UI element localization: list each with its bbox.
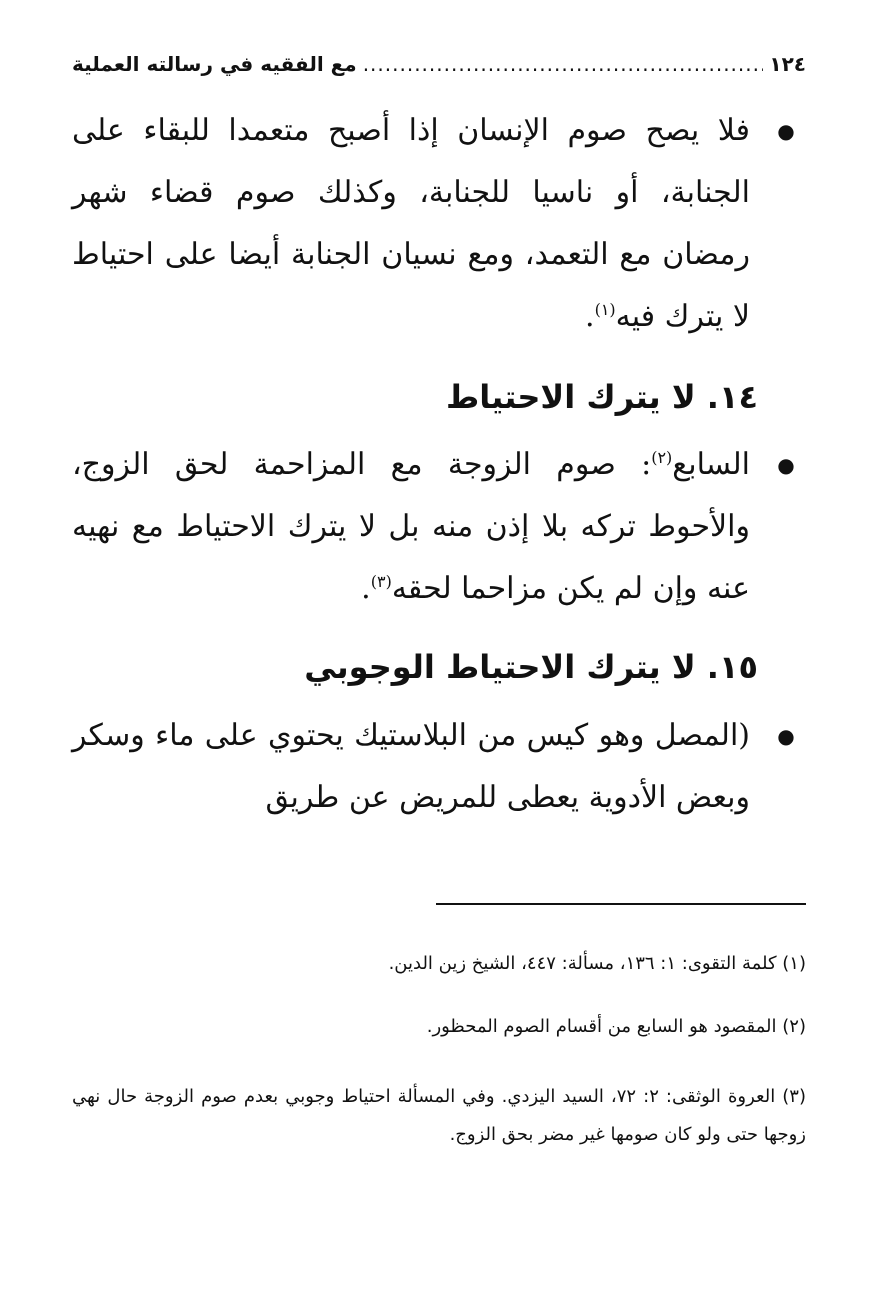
section-heading-14: ١٤. لا يترك الاحتياط bbox=[445, 378, 758, 416]
running-header bbox=[72, 40, 806, 76]
footnote-separator bbox=[436, 903, 806, 905]
bullet-icon: ● bbox=[777, 724, 795, 748]
book-title: مع الفقيه في رسالته العملية bbox=[72, 52, 357, 76]
section-heading-15: ١٥. لا يترك الاحتياط الوجوبي bbox=[304, 648, 758, 686]
footnote-marker: (٢) bbox=[651, 448, 673, 467]
paragraph-lead: السابع bbox=[672, 447, 750, 482]
footnote-2: (٢) المقصود هو السابع من أقسام الصوم المحظور. bbox=[426, 1016, 806, 1037]
paragraph-text bbox=[72, 100, 750, 348]
paragraph-body: فلا يصح صوم الإنسان إذا أصبح متعمدا للبقاء على الجنابة، أو ناسيا للجنابة، وكذلك صوم قضاء شهر رمضان مع التعمد، ومع نسيان الجنابة أيضا على احتياط لا يترك فيه bbox=[72, 113, 750, 334]
paragraph-text bbox=[72, 705, 750, 829]
footnote-marker: (٣) bbox=[370, 572, 392, 591]
header-dot-leader bbox=[363, 52, 764, 76]
footnote-marker: (١) bbox=[594, 300, 616, 319]
page-number: ١٢٤ bbox=[769, 52, 806, 76]
footnote-3: (٣) العروة الوثقى: ٢: ٧٢، السيد اليزدي. وفي المسألة احتياط وجوبي بعدم صوم الزوجة حال نهي زوجها حتى ولو كان صومها غير مضر بحق الزوج. bbox=[72, 1086, 806, 1145]
footnote-1: (١) كلمة التقوى: ١: ١٣٦، مسألة: ٤٤٧، الشيخ زين الدين. bbox=[388, 953, 806, 974]
bullet-icon: ● bbox=[777, 119, 795, 143]
paragraph-2 bbox=[72, 434, 806, 620]
paragraph-text bbox=[72, 434, 750, 620]
bullet-icon: ● bbox=[777, 453, 795, 477]
paragraph-body: (المصل وهو كيس من البلاستيك يحتوي على ماء وسكر وبعض الأدوية يعطى للمريض عن طريق bbox=[72, 718, 750, 815]
paragraph-body: : صوم الزوجة مع المزاحمة لحق الزوج، والأحوط تركه بلا إذن منه بل لا يترك الاحتياط مع نهيه عنه وإن لم يكن مزاحما لحقه bbox=[72, 447, 750, 606]
paragraph-1 bbox=[72, 100, 806, 348]
paragraph-end: . bbox=[361, 571, 371, 606]
paragraph-3 bbox=[72, 705, 806, 829]
paragraph-end: . bbox=[585, 299, 595, 334]
